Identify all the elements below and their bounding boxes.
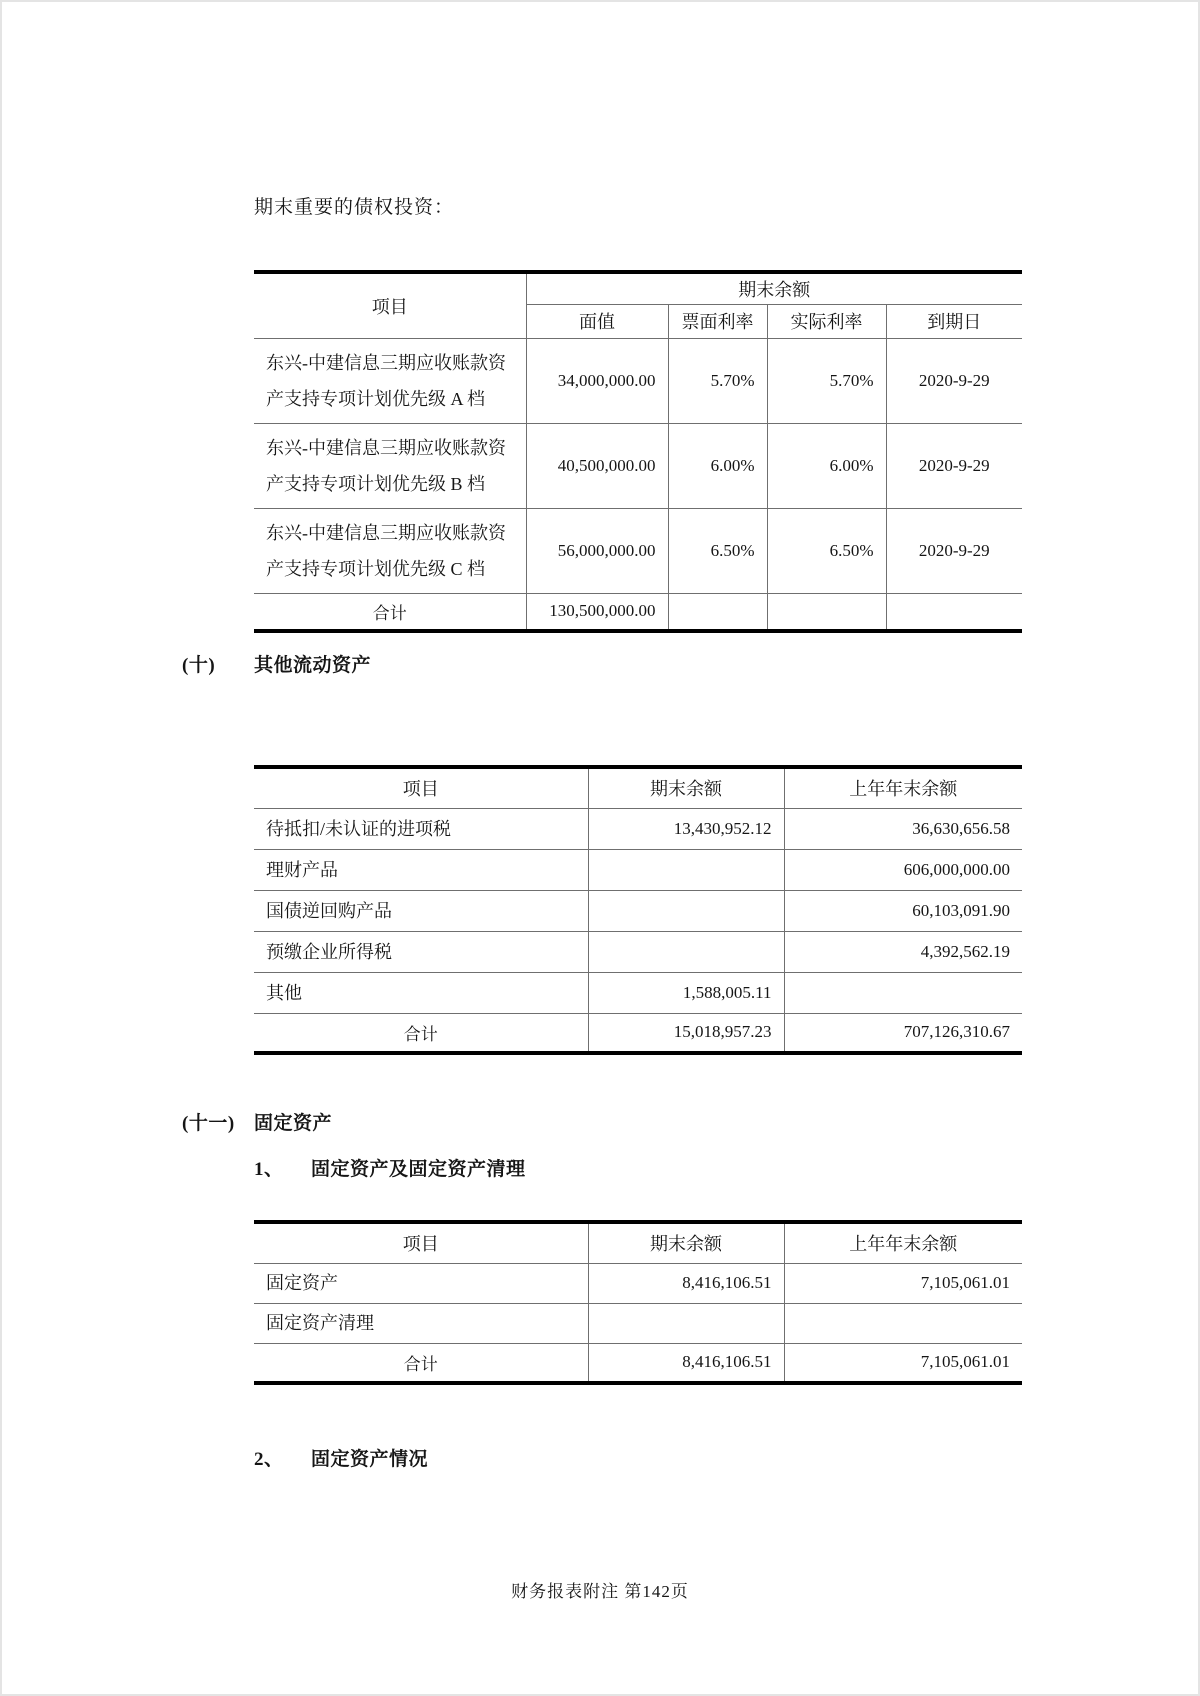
- cell-item-name: 其他: [254, 972, 588, 1013]
- table-row: [254, 890, 1022, 931]
- section-11-heading: [182, 1108, 332, 1135]
- cell-ending-balance: 8,416,106.51: [588, 1263, 784, 1303]
- col-header-item: 项目: [254, 272, 526, 338]
- debt-investments-table: [254, 270, 1022, 633]
- intro-text: 期末重要的债权投资：: [254, 197, 455, 218]
- cell-actual-rate: 6.50%: [767, 508, 886, 593]
- cell-item-name: 固定资产清理: [254, 1303, 588, 1343]
- page-footer: 财务报表附注 第142页: [511, 1582, 689, 1601]
- col-header-maturity-date: 到期日: [886, 304, 1022, 338]
- cell-total-coupon: [668, 593, 767, 631]
- cell-prior-balance: 36,630,656.58: [784, 808, 1022, 849]
- cell-total-label: 合计: [254, 593, 526, 631]
- table-total-row: [254, 1013, 1022, 1053]
- cell-ending-balance: 1,588,005.11: [588, 972, 784, 1013]
- cell-ending-balance: [588, 931, 784, 972]
- col-header-ending-balance: 期末余额: [588, 767, 784, 808]
- table-row: [254, 1263, 1022, 1303]
- cell-coupon-rate: 5.70%: [668, 338, 767, 423]
- table-row: [254, 931, 1022, 972]
- cell-prior-balance: 7,105,061.01: [784, 1263, 1022, 1303]
- table-header-row: [254, 1222, 1022, 1263]
- cell-total-label: 合计: [254, 1343, 588, 1383]
- cell-actual-rate: 6.00%: [767, 423, 886, 508]
- col-header-ending-balance: 期末余额: [588, 1222, 784, 1263]
- cell-maturity-date: 2020-9-29: [886, 508, 1022, 593]
- cell-total-label: 合计: [254, 1013, 588, 1053]
- table-row: [254, 423, 1022, 508]
- table-row: [254, 508, 1022, 593]
- cell-item-name: 东兴-中建信息三期应收账款资产支持专项计划优先级 A 档: [254, 338, 526, 423]
- cell-total-prior-balance: 7,105,061.01: [784, 1343, 1022, 1383]
- section-title: 固定资产: [254, 1113, 333, 1134]
- col-header-prior-year-balance: 上年年末余额: [784, 1222, 1022, 1263]
- table-row: [254, 1303, 1022, 1343]
- col-header-group-ending-balance: 期末余额: [526, 272, 1022, 304]
- cell-prior-balance: 60,103,091.90: [784, 890, 1022, 931]
- cell-prior-balance: [784, 972, 1022, 1013]
- subsection-title: 固定资产及固定资产清理: [311, 1159, 526, 1180]
- table-total-row: [254, 593, 1022, 631]
- table-total-row: [254, 1343, 1022, 1383]
- section-title: 其他流动资产: [254, 655, 372, 676]
- fixed-assets-table: [254, 1220, 1022, 1385]
- subsection-number: 1、: [254, 1159, 284, 1180]
- cell-maturity-date: 2020-9-29: [886, 423, 1022, 508]
- cell-face-value: 34,000,000.00: [526, 338, 668, 423]
- subsection-title: 固定资产情况: [311, 1449, 429, 1470]
- cell-item-name: 理财产品: [254, 849, 588, 890]
- col-header-coupon-rate: 票面利率: [668, 304, 767, 338]
- table-header-row: [254, 272, 1022, 304]
- section-10-heading: [182, 650, 371, 677]
- cell-ending-balance: 13,430,952.12: [588, 808, 784, 849]
- cell-total-ending-balance: 15,018,957.23: [588, 1013, 784, 1053]
- table-row: [254, 338, 1022, 423]
- table-row: [254, 849, 1022, 890]
- col-header-item: 项目: [254, 767, 588, 808]
- table-row: [254, 808, 1022, 849]
- cell-item-name: 待抵扣/未认证的进项税: [254, 808, 588, 849]
- table-row: [254, 972, 1022, 1013]
- col-header-actual-rate: 实际利率: [767, 304, 886, 338]
- cell-ending-balance: [588, 849, 784, 890]
- cell-item-name: 固定资产: [254, 1263, 588, 1303]
- col-header-face-value: 面值: [526, 304, 668, 338]
- cell-total-face-value: 130,500,000.00: [526, 593, 668, 631]
- cell-prior-balance: [784, 1303, 1022, 1343]
- cell-item-name: 预缴企业所得税: [254, 931, 588, 972]
- cell-item-name: 东兴-中建信息三期应收账款资产支持专项计划优先级 C 档: [254, 508, 526, 593]
- cell-total-maturity: [886, 593, 1022, 631]
- cell-prior-balance: 4,392,562.19: [784, 931, 1022, 972]
- cell-item-name: 国债逆回购产品: [254, 890, 588, 931]
- cell-total-prior-balance: 707,126,310.67: [784, 1013, 1022, 1053]
- cell-ending-balance: [588, 890, 784, 931]
- cell-face-value: 56,000,000.00: [526, 508, 668, 593]
- table-header-row: [254, 767, 1022, 808]
- subsection-2-heading: [254, 1444, 428, 1471]
- cell-item-name: 东兴-中建信息三期应收账款资产支持专项计划优先级 B 档: [254, 423, 526, 508]
- col-header-item: 项目: [254, 1222, 588, 1263]
- cell-face-value: 40,500,000.00: [526, 423, 668, 508]
- cell-maturity-date: 2020-9-29: [886, 338, 1022, 423]
- section-number: (十): [182, 655, 216, 676]
- col-header-prior-year-balance: 上年年末余额: [784, 767, 1022, 808]
- cell-coupon-rate: 6.50%: [668, 508, 767, 593]
- section-number: (十一): [182, 1113, 235, 1134]
- cell-actual-rate: 5.70%: [767, 338, 886, 423]
- cell-prior-balance: 606,000,000.00: [784, 849, 1022, 890]
- other-current-assets-table: [254, 765, 1022, 1055]
- cell-total-ending-balance: 8,416,106.51: [588, 1343, 784, 1383]
- subsection-1-heading: [254, 1154, 526, 1181]
- subsection-number: 2、: [254, 1449, 284, 1470]
- cell-coupon-rate: 6.00%: [668, 423, 767, 508]
- cell-ending-balance: [588, 1303, 784, 1343]
- cell-total-actual: [767, 593, 886, 631]
